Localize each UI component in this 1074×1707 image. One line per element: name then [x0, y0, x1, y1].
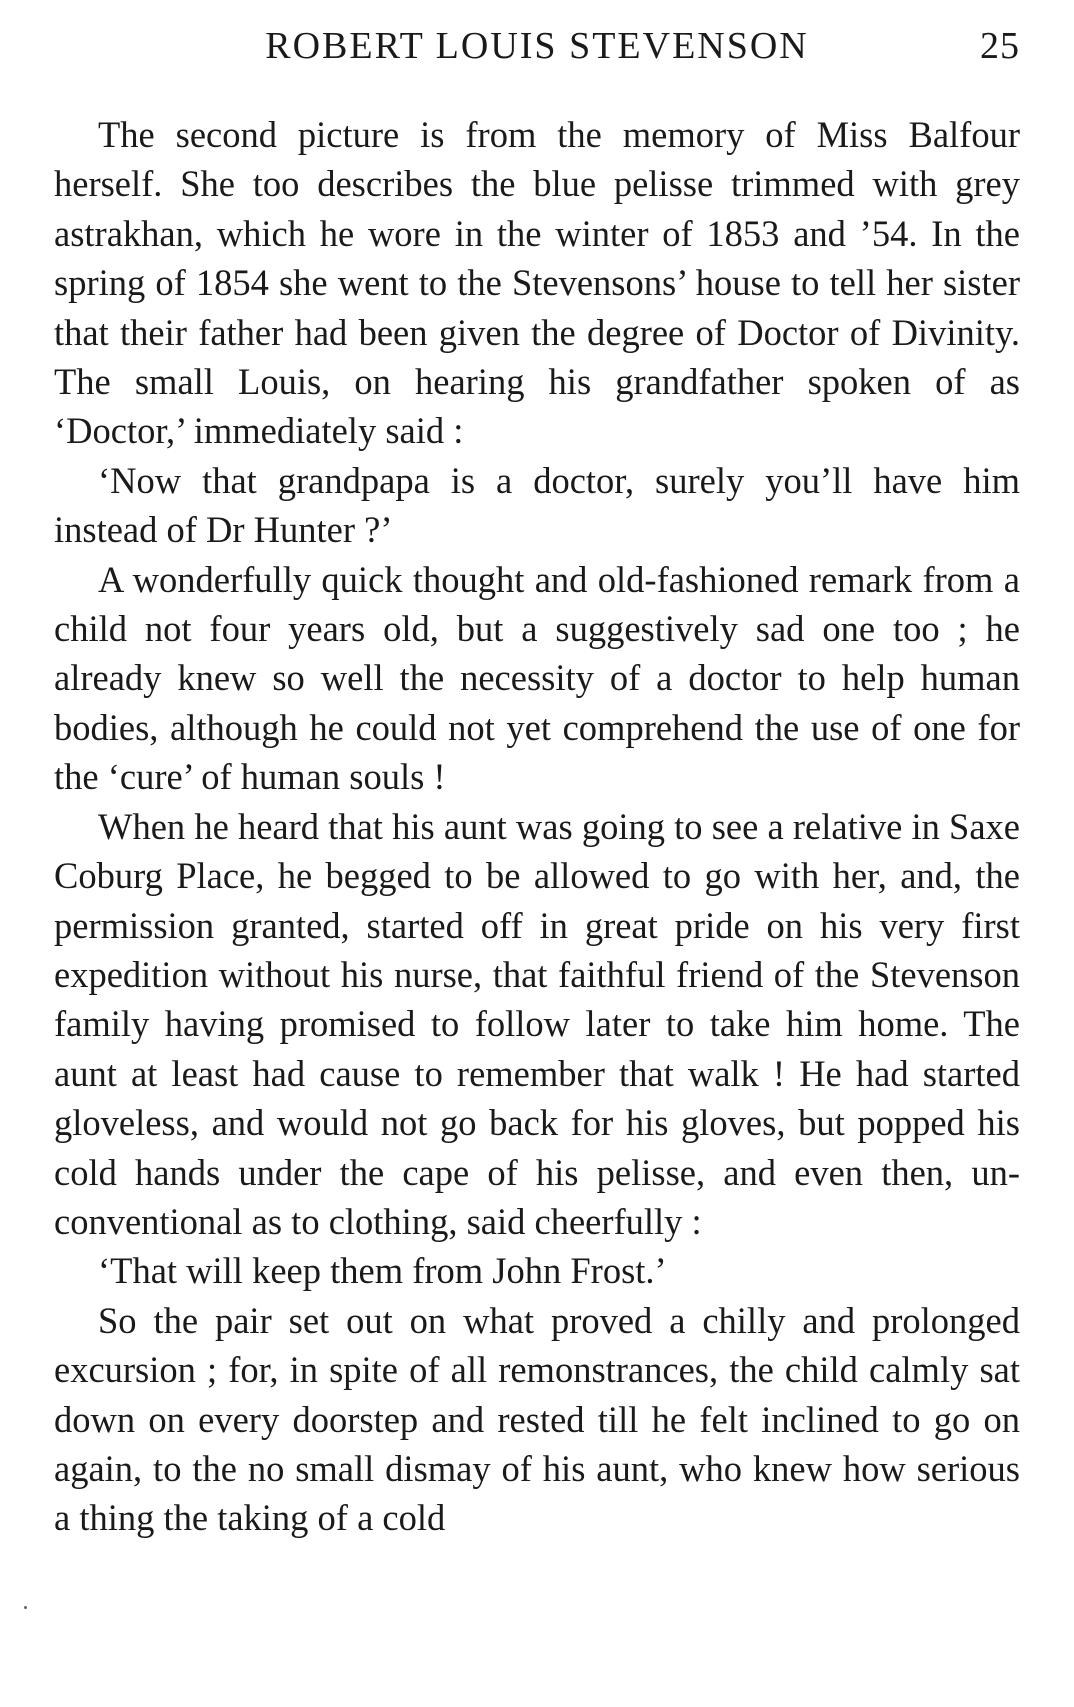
running-head	[54, 22, 1020, 70]
paragraph-1: The second picture is from the memory of Miss Balfour herself. She too describes the blue pelisse trimmed with grey astrakhan, which he wore in the winter of 1853 and ’54. In the spring of 1854 she went to the Stevensons’ house to tell her sister that their father had been given the degree of Doctor of Divinity. The small Louis, on hearing his grandfather spoken of as ‘Doctor,’ immediately said :	[54, 114, 1020, 452]
page-number: 25	[980, 25, 1020, 67]
paragraph-5-quote: ‘That will keep them from John Frost.’	[98, 1250, 667, 1292]
body-text	[54, 110, 1020, 1543]
running-title: ROBERT LOUIS STEVENSON	[265, 25, 809, 67]
paragraph-3: A wonderfully quick thought and old-fashioned remark from a child not four years old, but a suggestively sad one too ; he already knew so well the necessity of a doctor to help human bodies, although he could not yet comprehend the use of one for the ‘cure’ of human souls !	[54, 558, 1020, 798]
paragraph-6: So the pair set out on what proved a chilly and prolonged excursion ; for, in spite of all remonstrances, the child calmly sat down on every doorstep and rested till he felt inclined to go on again, to the no small dismay of his aunt, who knew how serious a thing the taking of a cold	[54, 1299, 1020, 1539]
paragraph-2-quote: ‘Now that grandpapa is a doctor, surely you’ll have him instead of Dr Hunter ?’	[54, 459, 1020, 551]
paragraph-4: When he heard that his aunt was going to see a relative in Saxe Coburg Place, he begged to be allowed to go with her, and, the permission granted, started off in great pride on his very first expedition without his nurse, that faithful friend of the Stevenson family having promised to follow later to take him home. The aunt at least had cause to remember that walk ! He had started gloveless, and would not go back for his gloves, but popped his cold hands under the cape of his pelisse, and even then, unconventional as to clothing, said cheerfully :	[54, 805, 1020, 1242]
scan-speck	[24, 1606, 27, 1609]
